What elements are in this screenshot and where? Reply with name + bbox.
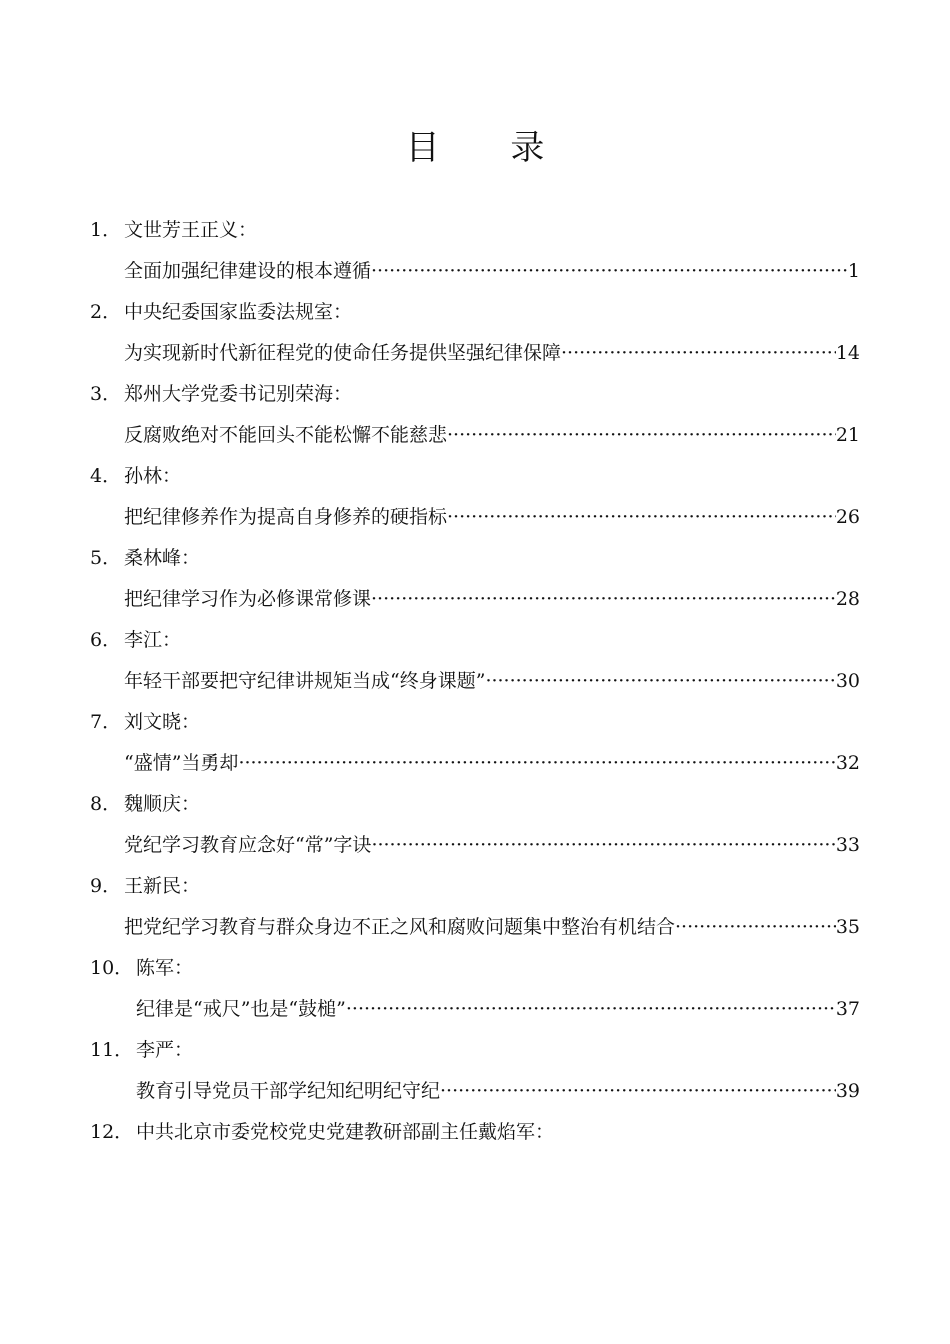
entry-page-number: 37 — [835, 998, 860, 1020]
entry-number: 6． — [90, 629, 122, 651]
entry-page-number: 39 — [835, 1080, 860, 1102]
entry-article-title: 纪律是“戒尺”也是“鼓槌” — [136, 998, 346, 1020]
dot-leader — [238, 743, 835, 784]
toc-article-line[interactable] — [90, 661, 860, 702]
toc-article-line[interactable] — [90, 333, 860, 374]
toc-author-line — [90, 538, 860, 579]
entry-article-title: 为实现新时代新征程党的使命任务提供坚强纪律保障 — [124, 342, 562, 364]
entry-author: 李严： — [136, 1039, 194, 1061]
entry-number: 4． — [90, 465, 122, 487]
toc-author-line — [90, 866, 860, 907]
dot-leader — [346, 989, 836, 1030]
entry-article-title: “盛情”当勇却 — [124, 752, 239, 774]
toc-article-line[interactable] — [90, 579, 860, 620]
toc-entry — [90, 620, 860, 702]
entry-author: 文世芳王正义： — [124, 219, 258, 241]
toc-entry — [90, 456, 860, 538]
entry-article-title: 党纪学习教育应念好“常”字诀 — [124, 834, 372, 856]
toc-entry — [90, 866, 860, 948]
toc-entry — [90, 702, 860, 784]
dot-leader — [675, 907, 836, 948]
entry-author: 桑林峰： — [124, 547, 201, 569]
toc-article-line[interactable] — [90, 1071, 860, 1112]
entry-article-title: 年轻干部要把守纪律讲规矩当成“终身课题” — [124, 670, 486, 692]
entry-page-number: 30 — [835, 670, 860, 692]
entry-page-number: 26 — [835, 506, 860, 528]
entry-number: 11． — [90, 1039, 134, 1061]
entry-page-number: 33 — [835, 834, 860, 856]
entry-author: 李江： — [124, 629, 182, 651]
dot-leader — [440, 1071, 836, 1112]
entry-author: 郑州大学党委书记别荣海： — [124, 383, 353, 405]
entry-article-title: 教育引导党员干部学纪知纪明纪守纪 — [136, 1080, 441, 1102]
toc-article-line[interactable] — [90, 415, 860, 456]
entry-author: 魏顺庆： — [124, 793, 201, 815]
entry-page-number: 21 — [835, 424, 860, 446]
toc-article-line[interactable] — [90, 989, 860, 1030]
entry-number: 5． — [90, 547, 122, 569]
entry-number: 10． — [90, 957, 134, 979]
page-title: 目 录 — [405, 128, 575, 168]
toc-entry — [90, 1030, 860, 1112]
toc-entry — [90, 292, 860, 374]
dot-leader — [371, 825, 835, 866]
toc-author-line — [90, 620, 860, 661]
entry-article-title: 反腐败绝对不能回头不能松懈不能慈悲 — [124, 424, 448, 446]
toc-entry — [90, 948, 860, 1030]
entry-author: 中央纪委国家监委法规室： — [124, 301, 353, 323]
toc-author-line — [90, 1112, 860, 1153]
toc-entry — [90, 210, 860, 292]
toc-article-line[interactable] — [90, 251, 860, 292]
entry-number: 1． — [90, 219, 122, 241]
toc-author-line — [90, 784, 860, 825]
toc-author-line — [90, 292, 860, 333]
entry-page-number: 32 — [835, 752, 860, 774]
toc-entry — [90, 538, 860, 620]
dot-leader — [371, 251, 848, 292]
entry-article-title: 把纪律学习作为必修课常修课 — [124, 588, 372, 610]
dot-leader — [561, 333, 836, 374]
toc-entry — [90, 374, 860, 456]
entry-page-number: 1 — [847, 260, 860, 282]
entry-author: 孙林： — [124, 465, 182, 487]
entry-page-number: 28 — [835, 588, 860, 610]
entry-author: 王新民： — [124, 875, 201, 897]
dot-leader — [447, 415, 836, 456]
entry-article-title: 全面加强纪律建设的根本遵循 — [124, 260, 372, 282]
entry-author: 刘文晓： — [124, 711, 201, 733]
toc-author-line — [90, 948, 860, 989]
toc-author-line — [90, 210, 860, 251]
table-of-contents — [90, 210, 860, 1194]
toc-author-line — [90, 702, 860, 743]
toc-author-line — [90, 1030, 860, 1071]
toc-article-line[interactable] — [90, 497, 860, 538]
entry-author: 陈军： — [136, 957, 194, 979]
entry-number: 7． — [90, 711, 122, 733]
entry-number: 2． — [90, 301, 122, 323]
entry-number: 3． — [90, 383, 122, 405]
entry-number: 8． — [90, 793, 122, 815]
entry-page-number: 35 — [835, 916, 860, 938]
toc-article-line[interactable] — [90, 743, 860, 784]
toc-author-line — [90, 456, 860, 497]
dot-leader — [447, 497, 836, 538]
entry-article-title: 把纪律修养作为提高自身修养的硬指标 — [124, 506, 448, 528]
toc-author-line — [90, 374, 860, 415]
toc-entry — [90, 784, 860, 866]
toc-article-line[interactable] — [90, 825, 860, 866]
entry-number: 12． — [90, 1121, 134, 1143]
dot-leader — [371, 579, 836, 620]
toc-entry — [90, 1112, 860, 1194]
entry-page-number: 14 — [835, 342, 860, 364]
entry-author: 中共北京市委党校党史党建教研部副主任戴焰军： — [136, 1121, 555, 1143]
entry-number: 9． — [90, 875, 122, 897]
entry-article-title: 把党纪学习教育与群众身边不正之风和腐败问题集中整治有机结合 — [124, 916, 676, 938]
dot-leader — [485, 661, 835, 702]
toc-article-line[interactable] — [90, 907, 860, 948]
